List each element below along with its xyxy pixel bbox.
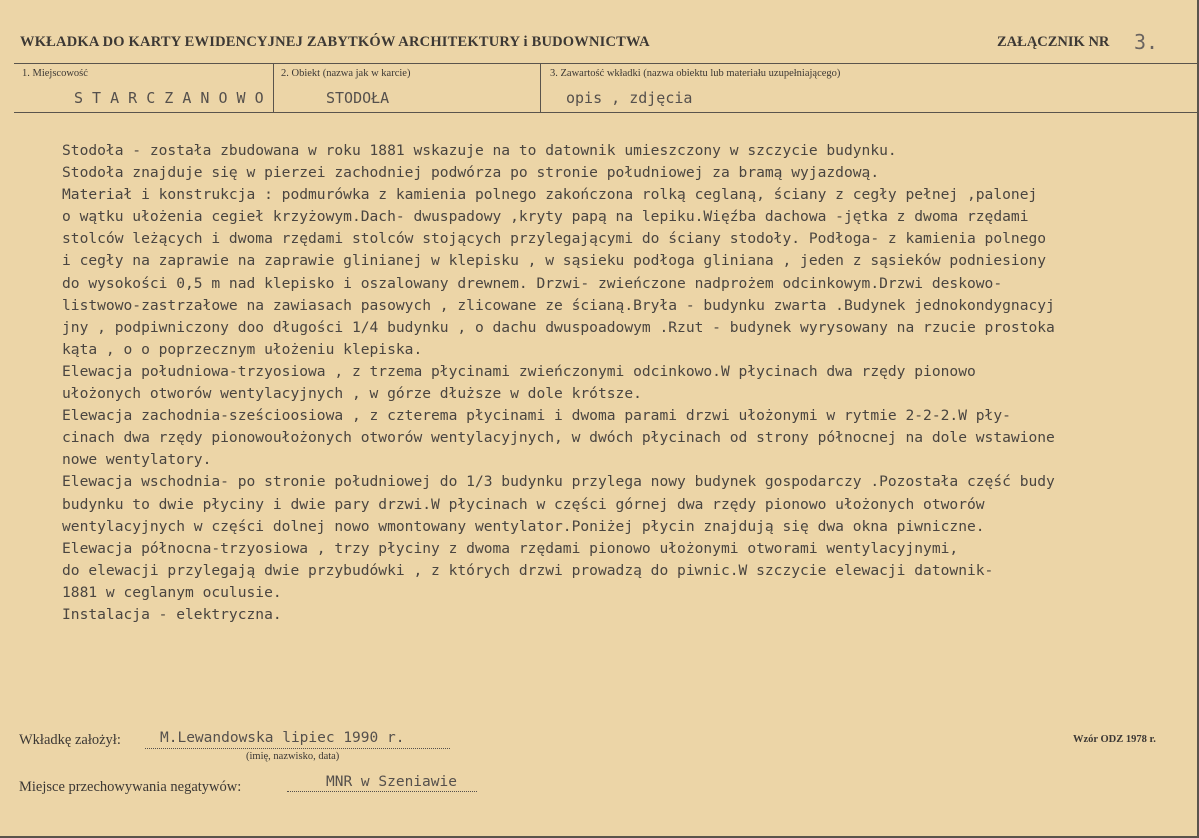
negatives-dotted-line — [287, 791, 477, 792]
form-title: WKŁADKA DO KARTY EWIDENCYJNEJ ZABYTKÓW ARCHITEKTURY i BUDOWNICTWA — [20, 34, 650, 50]
author-label: Wkładkę założył: — [19, 732, 121, 748]
text-line: wentylacyjnych w części dolnej nowo wmontowany wentylator.Poniżej płycin znajdują się dwa okna piwniczne. — [62, 517, 985, 535]
form-code: Wzór ODZ 1978 r. — [1073, 734, 1156, 745]
fields-rule — [14, 112, 1199, 113]
author-value: M.Lewandowska lipiec 1990 r. — [160, 730, 405, 746]
annex-number: 3. — [1134, 30, 1159, 54]
header-rule — [14, 63, 1199, 64]
object-label: 2. Obiekt (nazwa jak w karcie) — [281, 68, 411, 79]
text-line: stolców leżących i dwoma rzędami stolców stojących przylegającymi do ściany stodoły. Podłoga- z kamienia polnego — [62, 230, 1047, 248]
contents-label: 3. Zawartość wkładki (nazwa obiektu lub materiału uzupełniającego) — [550, 68, 841, 79]
locality-value: S T A R C Z A N O W O — [74, 89, 264, 107]
text-line: Elewacja wschodnia- po stronie południowej do 1/3 budynku przylega nowy budynek gospodarczy .Pozostała część budy — [62, 473, 1055, 491]
text-line: Stodoła - została zbudowana w roku 1881 wskazuje na to datownik umieszczony w szczycie budynku. — [62, 142, 897, 159]
field-divider — [540, 63, 541, 112]
text-line: nowe wentylatory. — [62, 451, 212, 469]
text-line: listwowo-zastrzałowe na zawiasach pasowych , zlicowane ze ścianą.Bryła - budynku zwarta .Budynek jednokondygnacyj — [62, 296, 1055, 314]
text-line: jny , podpiwniczony doo długości 1/4 budynku , o dachu dwuspoadowym .Rzut - budynek wyrysowany na rzucie prostoka — [62, 318, 1055, 336]
text-line: kąta , o o poprzecznym ułożeniu klepiska. — [62, 340, 423, 358]
text-line: cinach dwa rzędy pionowoułożonych otworów wentylacyjnych, w dwóch płycinach od strony północnej na dole wstawione — [62, 429, 1055, 447]
author-hint: (imię, nazwisko, data) — [246, 751, 340, 762]
text-line: Elewacja zachodnia-sześcioosiowa , z czterema płycinami i dwoma parami drzwi ułożonymi w rytmie 2-2-2.W pły- — [62, 407, 1011, 425]
text-line: Elewacja południowa-trzyosiowa , z trzema płycinami zwieńczonymi odcinkowo.W płycinach dwa rzędy pionowo — [62, 362, 976, 380]
text-line: Materiał i konstrukcja : podmurówka z kamienia polnego zakończona rolką ceglaną, ściany z cegły pełnej ,palonej — [62, 186, 1038, 204]
annex-label: ZAŁĄCZNIK NR — [997, 34, 1110, 50]
text-line: 1881 w ceglanym oculusie. — [62, 583, 282, 601]
contents-value: opis , zdjęcia — [566, 89, 693, 107]
author-dotted-line — [145, 748, 450, 749]
text-line: Stodoła znajduje się w pierzei zachodniej podwórza po stronie południowej za bramą wyjazdową. — [62, 164, 880, 182]
text-line: Instalacja - elektryczna. — [62, 605, 282, 623]
text-line: Elewacja północna-trzyosiowa , trzy płyciny z dwoma rzędami pionowo ułożonymi otworami wentylacyjnymi, — [62, 539, 959, 557]
object-value: STODOŁA — [326, 89, 390, 107]
description-text — [62, 140, 1199, 626]
negatives-value: MNR w Szeniawie — [326, 774, 457, 790]
text-line: i cegły na zaprawie na zaprawie glinianej w klepisku , w sąsieku podłoga gliniana , jeden z sąsieków podniesiony — [62, 252, 1047, 270]
field-divider — [273, 63, 274, 112]
text-line: do elewacji przylegają dwie przybudówki , z których drzwi prowadzą do piwnic.W szczycie elewacji datownik- — [62, 561, 994, 579]
negatives-label: Miejsce przechowywania negatywów: — [19, 779, 242, 795]
text-line: do wysokości 0,5 m nad klepisko i oszalowany drewnem. Drzwi- zwieńczone nadprożem odcinkowym.Drzwi deskowo- — [62, 274, 1003, 292]
text-line: o wątku ułożenia cegieł krzyżowym.Dach- dwuspadowy ,kryty papą na lepiku.Więźba dachowa -jętka z dwoma rzędami — [62, 208, 1029, 226]
locality-label: 1. Miejscowość — [22, 68, 88, 79]
text-line: budynku to dwie płyciny i dwie pary drzwi.W płycinach w części górnej dwa rzędy pionowo ułożonych otworów — [62, 495, 985, 513]
text-line: ułożonych otworów wentylacyjnych , w górze dłuższe w dole krótsze. — [62, 385, 642, 403]
